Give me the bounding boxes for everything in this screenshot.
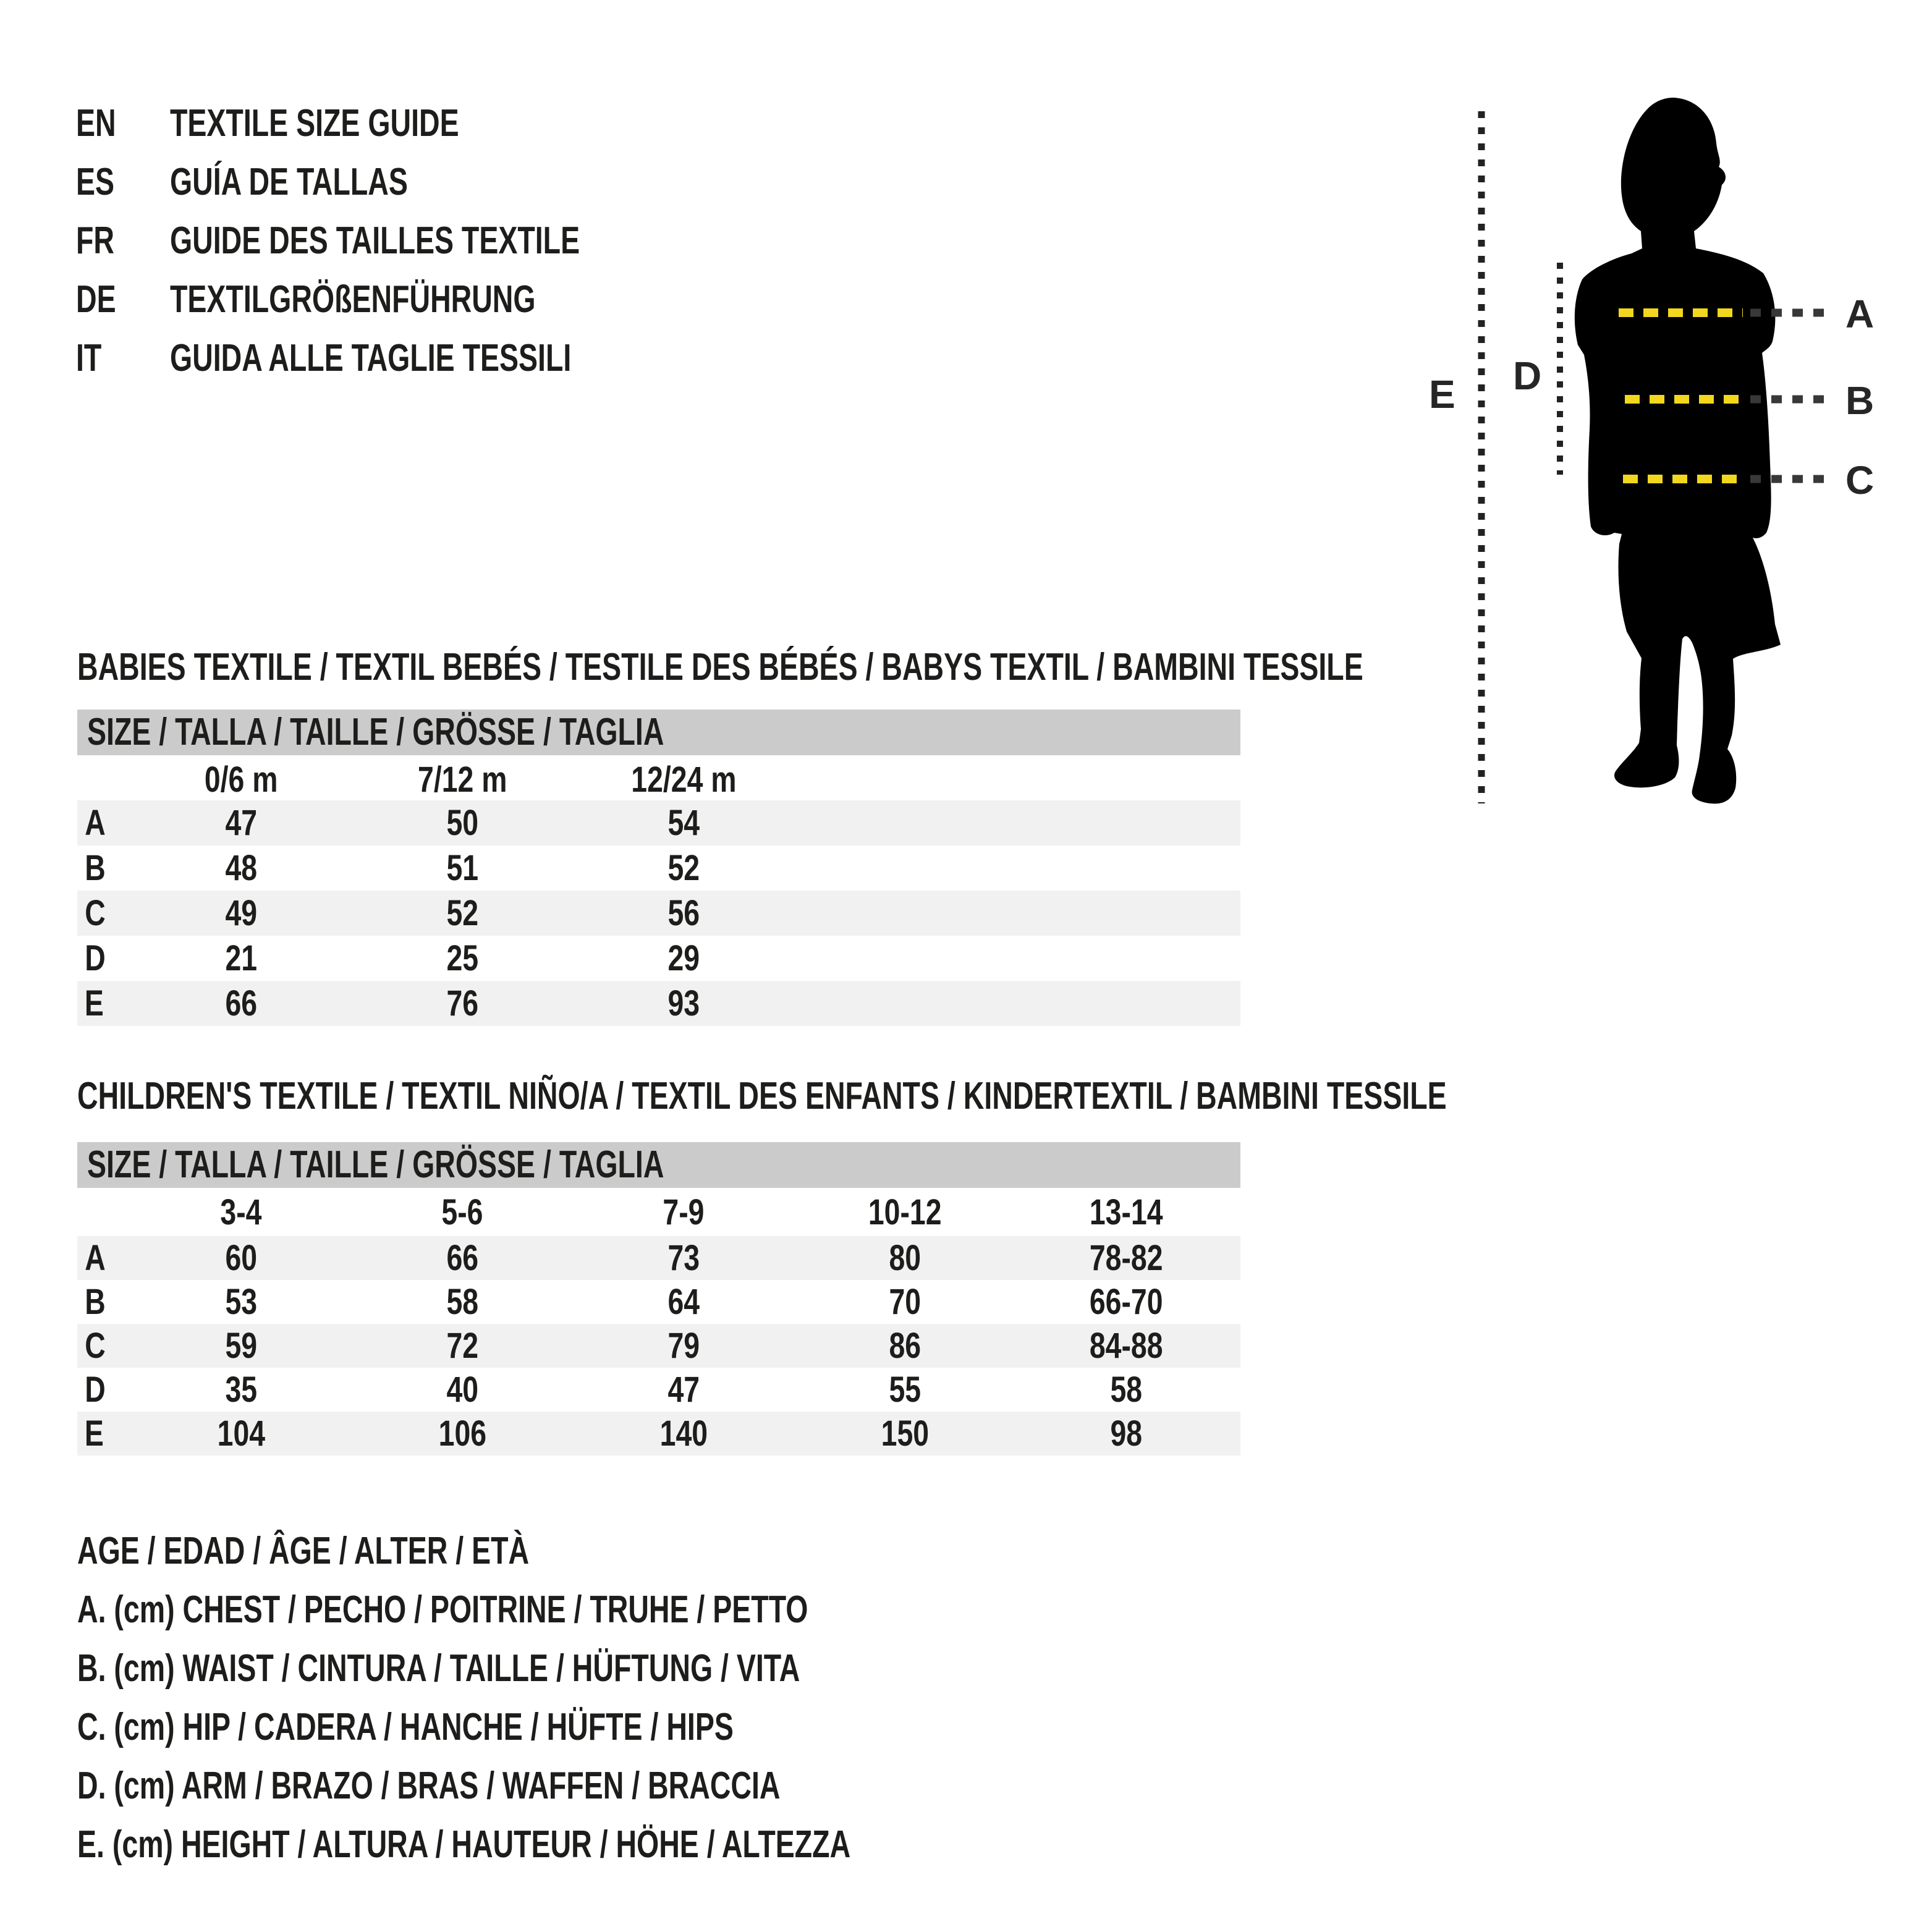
- table-cell: 35: [225, 1370, 257, 1410]
- table-cell: 79: [667, 1326, 700, 1366]
- table-cell: 40: [446, 1370, 478, 1410]
- table-row: [77, 891, 1240, 936]
- table-cell: 21: [225, 938, 257, 978]
- table-cell: 78-82: [1089, 1238, 1163, 1278]
- children-col-header: 5-6: [441, 1192, 483, 1232]
- table-row: [77, 1324, 1240, 1368]
- language-code: IT: [76, 337, 102, 379]
- table-cell: 58: [446, 1282, 478, 1322]
- table-cell: 50: [446, 803, 478, 843]
- table-row: [77, 845, 1240, 891]
- language-title: TEXTILE SIZE GUIDE: [170, 102, 459, 145]
- diagram-label-c: C: [1845, 458, 1875, 502]
- table-cell: 52: [667, 848, 700, 888]
- language-code: FR: [76, 219, 114, 262]
- table-row: [77, 1236, 1240, 1280]
- table-cell: 52: [446, 893, 478, 933]
- legend-line-age: AGE / EDAD / ÂGE / ALTER / ETÀ: [77, 1530, 530, 1572]
- children-column-header-row: [77, 1190, 1240, 1234]
- table-cell: 58: [1110, 1370, 1142, 1410]
- language-title: GUIDA ALLE TAGLIE TESSILI: [170, 337, 572, 379]
- table-cell: 66: [225, 983, 257, 1023]
- table-cell: 64: [667, 1282, 700, 1322]
- row-letter: D: [85, 938, 106, 978]
- table-cell: 47: [225, 803, 257, 843]
- children-col-header: 7-9: [663, 1192, 705, 1232]
- table-cell: 86: [889, 1326, 921, 1366]
- table-cell: 53: [225, 1282, 257, 1322]
- table-cell: 84-88: [1089, 1326, 1163, 1366]
- table-cell: 66: [446, 1238, 478, 1278]
- babies-size-header-bar: [77, 710, 1240, 755]
- table-cell: 106: [438, 1413, 486, 1454]
- children-col-header: 3-4: [220, 1192, 262, 1232]
- row-letter: C: [85, 1326, 106, 1366]
- table-cell: 51: [446, 848, 478, 888]
- language-title: TEXTILGRÖßENFÜHRUNG: [170, 278, 536, 321]
- table-row: [77, 936, 1240, 981]
- language-code: DE: [76, 278, 116, 321]
- table-cell: 150: [881, 1413, 929, 1454]
- language-title: GUÍA DE TALLAS: [170, 161, 408, 203]
- babies-col-header: 0/6 m: [204, 760, 278, 800]
- child-measurement-diagram: [1409, 93, 1932, 810]
- table-cell: 56: [667, 893, 700, 933]
- language-row-en: [0, 96, 989, 151]
- row-letter: B: [85, 1282, 106, 1322]
- language-title: GUIDE DES TAILLES TEXTILE: [170, 219, 580, 262]
- diagram-label-a: A: [1845, 292, 1875, 336]
- table-cell: 66-70: [1089, 1282, 1163, 1322]
- table-cell: 72: [446, 1326, 478, 1366]
- babies-col-header: 12/24 m: [630, 760, 737, 800]
- table-cell: 55: [889, 1370, 921, 1410]
- table-cell: 104: [217, 1413, 265, 1454]
- babies-section-title: BABIES TEXTILE / TEXTIL BEBÉS / TESTILE DES BÉBÉS / BABYS TEXTIL / BAMBINI TESSILE: [77, 646, 1363, 688]
- table-cell: 47: [667, 1370, 700, 1410]
- row-letter: E: [84, 1413, 104, 1454]
- language-row-es: [0, 155, 989, 210]
- legend-line-chest: A. (cm) CHEST / PECHO / POITRINE / TRUHE / PETTO: [77, 1588, 808, 1631]
- legend-line-height: E. (cm) HEIGHT / ALTURA / HAUTEUR / HÖHE / ALTEZZA: [77, 1823, 851, 1866]
- children-col-header: 13-14: [1089, 1192, 1163, 1232]
- table-row: [77, 1280, 1240, 1324]
- table-row: [77, 1368, 1240, 1412]
- table-cell: 70: [889, 1282, 921, 1322]
- table-cell: 54: [667, 803, 700, 843]
- legend-line-arm: D. (cm) ARM / BRAZO / BRAS / WAFFEN / BRACCIA: [77, 1765, 781, 1807]
- table-cell: 49: [225, 893, 257, 933]
- language-row-fr: [0, 213, 989, 269]
- table-cell: 29: [667, 938, 700, 978]
- row-letter: D: [85, 1370, 106, 1410]
- child-silhouette: [1575, 98, 1781, 803]
- table-cell: 25: [446, 938, 478, 978]
- children-section-title: CHILDREN'S TEXTILE / TEXTIL NIÑO/A / TEXTIL DES ENFANTS / KINDERTEXTIL / BAMBINI TESSILE: [77, 1075, 1447, 1117]
- language-code: ES: [76, 161, 115, 203]
- table-cell: 73: [667, 1238, 700, 1278]
- diagram-label-b: B: [1845, 378, 1875, 423]
- row-letter: C: [85, 893, 106, 933]
- size-header-label: SIZE / TALLA / TAILLE / GRÖSSE / TAGLIA: [87, 711, 664, 753]
- diagram-label-e: E: [1429, 372, 1455, 417]
- children-size-header-bar: [77, 1142, 1240, 1188]
- legend-line-hip: C. (cm) HIP / CADERA / HANCHE / HÜFTE / HIPS: [77, 1706, 734, 1748]
- row-letter: E: [84, 983, 104, 1023]
- legend-line-waist: B. (cm) WAIST / CINTURA / TAILLE / HÜFTUNG / VITA: [77, 1647, 800, 1690]
- table-cell: 59: [225, 1326, 257, 1366]
- babies-col-header: 7/12 m: [417, 760, 507, 800]
- table-cell: 93: [667, 983, 700, 1023]
- table-cell: 80: [889, 1238, 921, 1278]
- language-row-it: [0, 331, 989, 386]
- table-cell: 140: [659, 1413, 708, 1454]
- row-letter: B: [85, 848, 106, 888]
- table-row: [77, 800, 1240, 845]
- table-row: [77, 981, 1240, 1026]
- table-cell: 48: [225, 848, 257, 888]
- table-cell: 60: [225, 1238, 257, 1278]
- table-row: [77, 1412, 1240, 1455]
- size-header-label: SIZE / TALLA / TAILLE / GRÖSSE / TAGLIA: [87, 1143, 664, 1186]
- row-letter: A: [85, 803, 106, 843]
- table-cell: 98: [1110, 1413, 1142, 1454]
- language-code: EN: [76, 102, 116, 145]
- babies-column-header-row: [77, 759, 1240, 800]
- language-row-de: [0, 272, 989, 328]
- children-col-header: 10-12: [868, 1192, 942, 1232]
- row-letter: A: [85, 1238, 106, 1278]
- diagram-label-d: D: [1513, 354, 1542, 398]
- table-cell: 76: [446, 983, 478, 1023]
